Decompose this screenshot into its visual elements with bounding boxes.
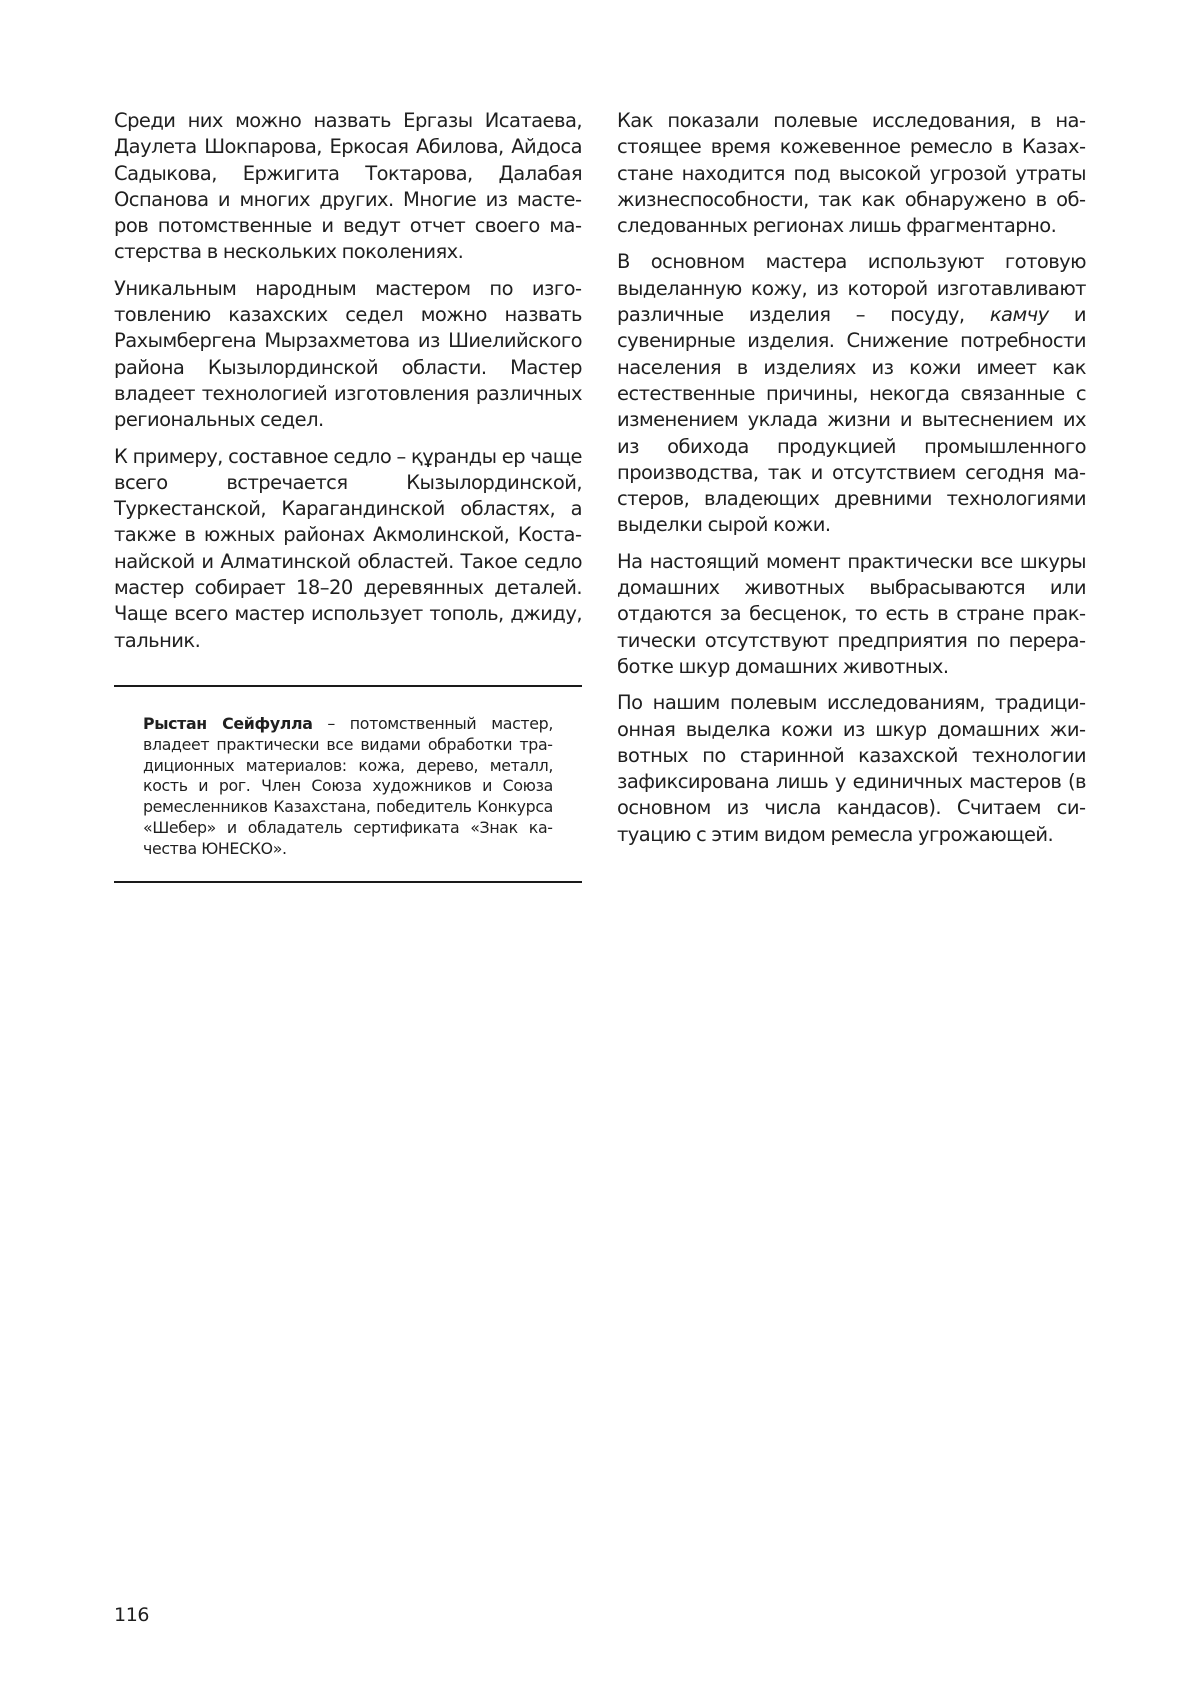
kamchu-term: камчу bbox=[989, 303, 1049, 327]
paragraph-ready-leather bbox=[617, 249, 1086, 538]
note-body: – потомственный мастер, владеет практически все видами обработки традиционных материалов: кожа, дерево, металл, кость и рог. Член Союза художников и Союза ремесленников Казахстана, победитель Конкурса «Шебер» и обладатель сертификата «Знак качества ЮНЕСКО». bbox=[143, 714, 553, 858]
biography-note bbox=[114, 685, 582, 883]
paragraph-composite-saddle: К примеру, составное седло – құранды ер чаще всего встречается Кызылординской, Туркестанской, Карагандинской областях, а также в южных районах Акмолинской, Костанайской и Алматинской областей. Такое седло мастер собирает 18–20 деревянных деталей. Чаще всего мастер использует тополь, джиду, тальник. bbox=[114, 444, 582, 652]
paragraph-traditional-dressing: По нашим полевым исследованиям, традиционная выделка кожи из шкур домашних животных по старинной казахской технологии зафиксирована лишь у единичных мастеров (в основном из числа кандасов). Считаем ситуацию с этим видом ремесла угрожающей. bbox=[617, 691, 1086, 846]
left-column bbox=[114, 108, 582, 664]
paragraph-ready-leather-start: В основном мастера используют готовую выделанную кожу, из которой изготавливают различные изделия – посуду, bbox=[617, 250, 1086, 327]
paragraph-masters-list: Среди них можно назвать Ергазы Исатаева, Даулета Шокпарова, Еркосая Абилова, Айдоса Садыкова, Ержигита Токтарова, Далабая Оспанова и многих других. Многие из мастеров потомственные и ведут отчет своего мастерства в нескольких поколениях. bbox=[114, 109, 582, 264]
right-column bbox=[617, 108, 1086, 858]
page-number: 116 bbox=[114, 1604, 150, 1626]
paragraph-saddle-master: Уникальным народным мастером по изготовлению казахских седел можно назвать Рахымбергена Мырзахметова из Шиелийского района Кызылординской области. Мастер владеет технологией изготовления различных региональных седел. bbox=[114, 276, 582, 432]
paragraph-ready-leather-end: и сувенирные изделия. Снижение потребности населения в изделиях из кожи имеет как естественные причины, некогда связанные с изменением уклада жизни и вытеснением их из обихода продукцией промышленного производства, так и отсутствием сегодня мастеров, владеющих древними технологиями выделки сырой кожи. bbox=[617, 303, 1086, 537]
note-top-rule bbox=[114, 685, 582, 687]
paragraph-animal-skins: На настоящий момент практически все шкуры домашних животных выбрасываются или отдаются за бесценок, то есть в стране практически отсутствуют предприятия по переработке шкур домашних животных. bbox=[617, 549, 1086, 678]
note-person-name: Рыстан Сейфулла bbox=[143, 714, 313, 733]
note-text bbox=[114, 714, 582, 860]
note-bottom-rule bbox=[114, 881, 582, 883]
paragraph-field-research: Как показали полевые исследования, в настоящее время кожевенное ремесло в Казахстане находится под высокой угрозой утраты жизнеспособности, так как обнаружено в обследованных регионах лишь фрагментарно. bbox=[617, 109, 1086, 238]
